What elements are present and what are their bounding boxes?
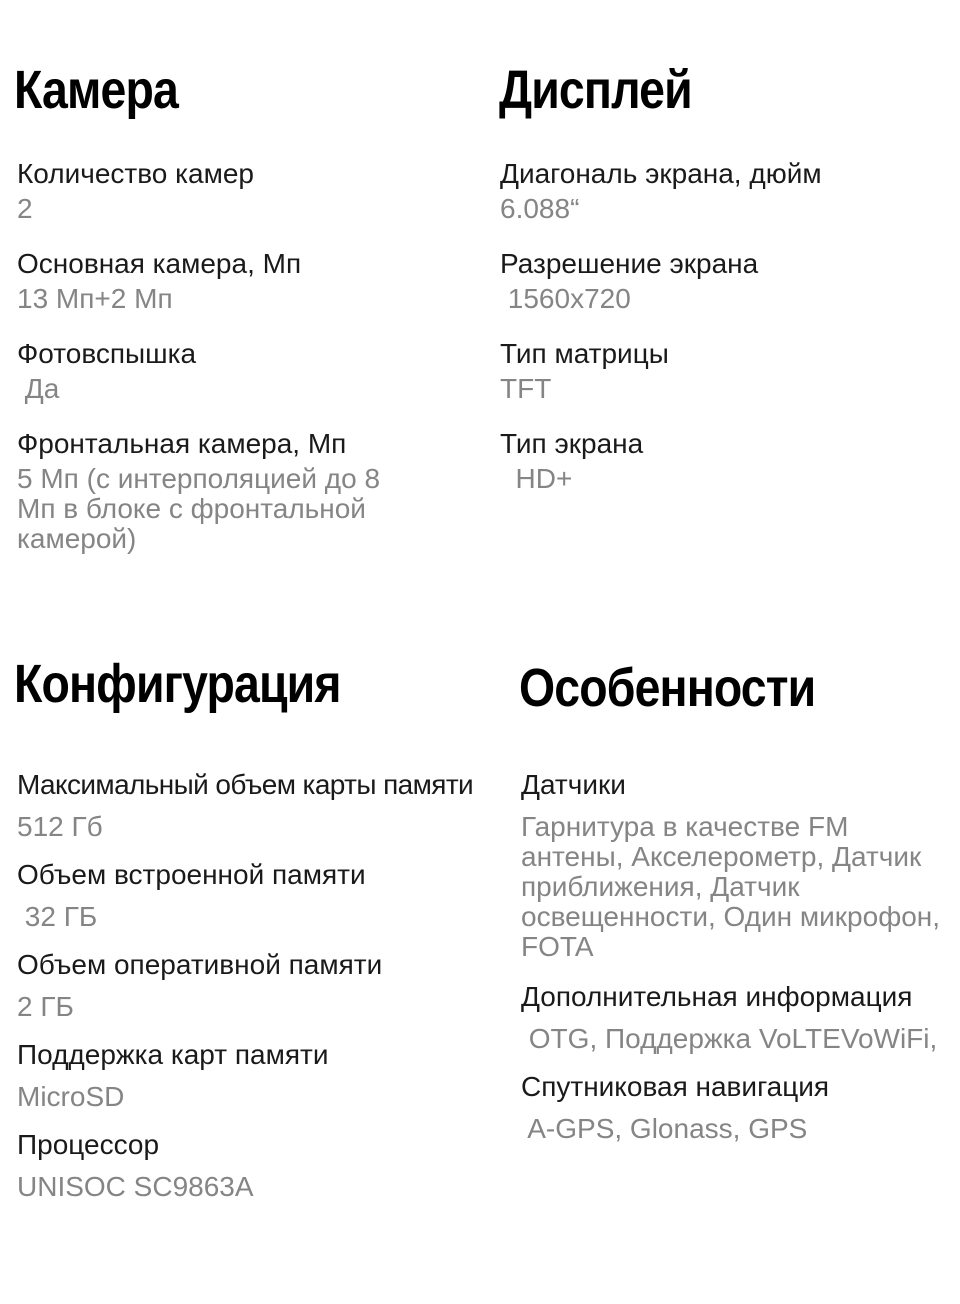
spec-label: Дополнительная информация bbox=[521, 981, 913, 1012]
spec-item bbox=[521, 980, 951, 1054]
spec-item bbox=[17, 247, 457, 314]
spec-value: 1560x720 bbox=[500, 283, 631, 314]
camera-section bbox=[14, 58, 454, 554]
spec-label: Процессор bbox=[17, 1129, 160, 1160]
spec-item bbox=[521, 768, 946, 962]
spec-item bbox=[17, 157, 457, 224]
spec-value: Да bbox=[17, 373, 60, 404]
spec-label: Поддержка карт памяти bbox=[17, 1039, 329, 1070]
spec-label: Спутниковая навигация bbox=[521, 1071, 830, 1102]
spec-item bbox=[17, 768, 517, 842]
display-title: Дисплей bbox=[499, 60, 692, 120]
spec-item bbox=[521, 1070, 951, 1144]
spec-label: Объем встроенной памяти bbox=[17, 859, 366, 890]
spec-label: Фотовспышка bbox=[17, 338, 197, 369]
spec-item bbox=[17, 1128, 517, 1202]
spec-label: Тип матрицы bbox=[500, 338, 669, 369]
spec-value: 32 ГБ bbox=[17, 901, 98, 932]
camera-title: Камера bbox=[14, 60, 178, 120]
spec-item bbox=[17, 427, 407, 554]
spec-label: Тип экрана bbox=[500, 428, 644, 459]
spec-value: UNISOC SC9863A bbox=[17, 1171, 254, 1202]
spec-value: 512 Гб bbox=[17, 811, 103, 842]
features-title: Особенности bbox=[519, 658, 816, 718]
spec-label: Разрешение экрана bbox=[500, 248, 759, 279]
spec-value: 2 bbox=[17, 193, 33, 224]
spec-item bbox=[500, 337, 940, 404]
spec-label: Основная камера, Мп bbox=[17, 248, 302, 279]
spec-label: Датчики bbox=[521, 769, 626, 800]
spec-item bbox=[17, 337, 457, 404]
spec-value: 2 ГБ bbox=[17, 991, 74, 1022]
spec-label: Количество камер bbox=[17, 158, 254, 189]
spec-value: TFT bbox=[500, 373, 552, 404]
spec-label: Диагональ экрана, дюйм bbox=[500, 158, 822, 189]
spec-item bbox=[17, 1038, 517, 1112]
spec-value: 6.088“ bbox=[500, 193, 580, 224]
spec-item bbox=[17, 948, 517, 1022]
configuration-title: Конфигурация bbox=[14, 654, 341, 714]
spec-value: MicroSD bbox=[17, 1081, 125, 1112]
features-section bbox=[519, 656, 949, 1144]
spec-value: A-GPS, Glonass, GPS bbox=[521, 1113, 808, 1144]
spec-label: Объем оперативной памяти bbox=[17, 949, 383, 980]
spec-value: 13 Мп+2 Мп bbox=[17, 283, 173, 314]
spec-item bbox=[17, 858, 517, 932]
spec-value: Гарнитура в качестве FM антены, Акселерометр, Датчик приближения, Датчик освещенности, Один микрофон, FOTA bbox=[521, 811, 941, 962]
spec-value: HD+ bbox=[500, 463, 573, 494]
spec-value: OTG, Поддержка VoLTEVoWiFi, bbox=[521, 1023, 938, 1054]
spec-item bbox=[500, 157, 940, 224]
spec-value: 5 Мп (с интерполяцией до 8 Мп в блоке с фронтальной камерой) bbox=[17, 463, 381, 554]
spec-item bbox=[500, 247, 940, 314]
spec-label: Максимальный объем карты памяти bbox=[17, 769, 474, 800]
configuration-section bbox=[14, 652, 514, 1202]
spec-label: Фронтальная камера, Мп bbox=[17, 428, 347, 459]
spec-item bbox=[500, 427, 940, 494]
display-section bbox=[499, 58, 939, 494]
